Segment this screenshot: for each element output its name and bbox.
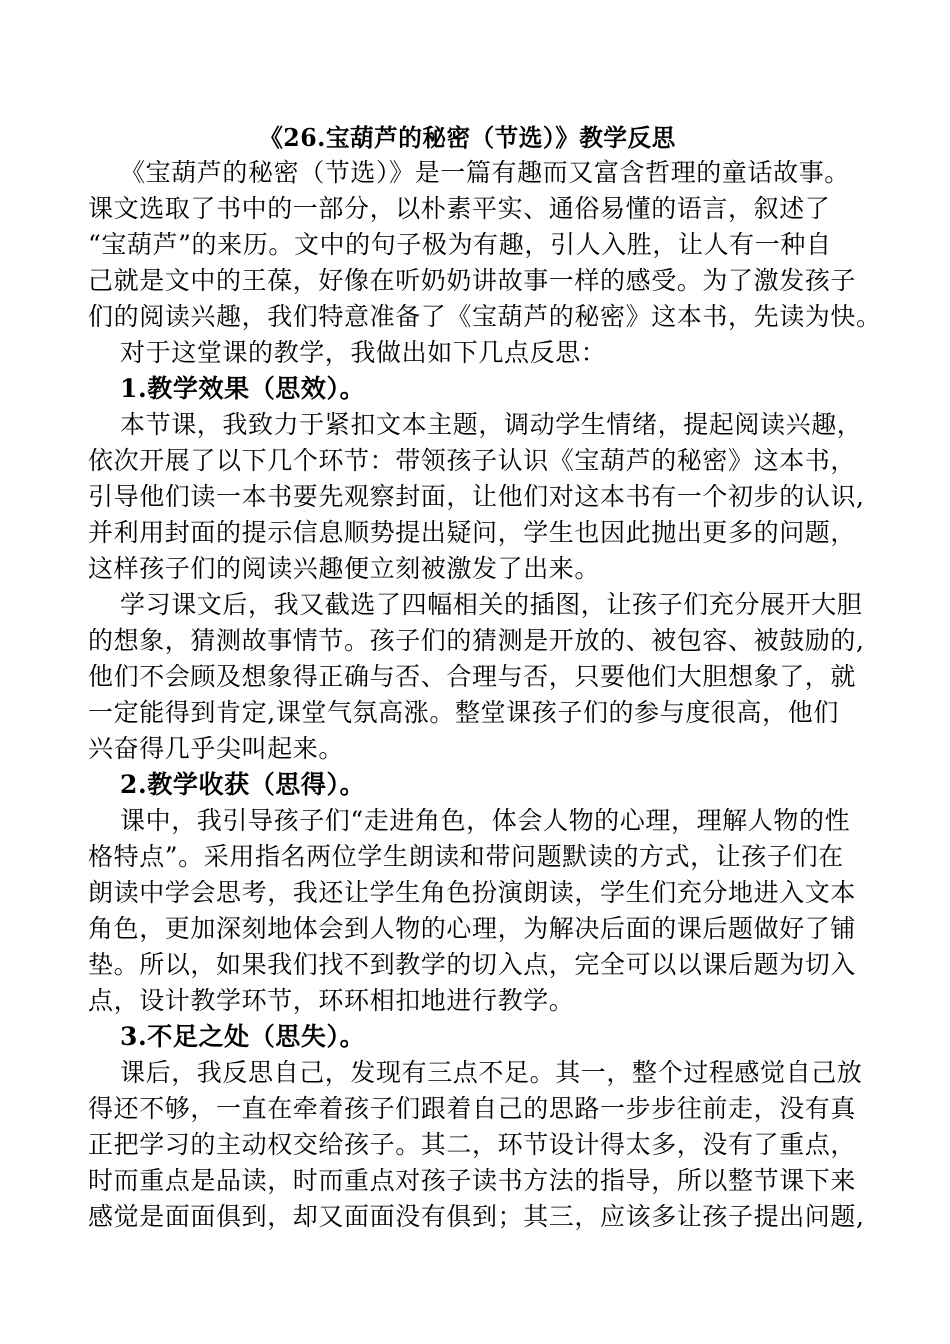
paragraph-line: 垫。所以，如果我们找不到教学的切入点，完全可以以课后题为切入 <box>88 950 857 979</box>
paragraph-line: 正把学习的主动权交给孩子。其二，环节设计得太多，没有了重点， <box>88 1130 857 1159</box>
paragraph-line: 这样孩子们的阅读兴趣便立刻被激发了出来。 <box>88 554 601 583</box>
paragraph-line: 朗读中学会思考，我还让学生角色扮演朗读，学生们充分地进入文本 <box>88 878 857 907</box>
paragraph-line: 兴奋得几乎尖叫起来。 <box>88 734 345 763</box>
paragraph-line: 课文选取了书中的一部分，以朴素平实、通俗易懂的语言，叙述了 <box>88 194 831 223</box>
paragraph-line: 角色，更加深刻地体会到人物的心理，为解决后面的课后题做好了铺 <box>88 914 857 943</box>
paragraph-line: 一定能得到肯定,课堂气氛高涨。整堂课孩子们的参与度很高，他们 <box>88 698 839 727</box>
section-heading: 2.教学收获（思得）。 <box>120 770 366 799</box>
paragraph-line: 时而重点是品读，时而重点对孩子读书方法的指导，所以整节课下来 <box>88 1166 857 1195</box>
paragraph-line: 们的阅读兴趣，我们特意准备了《宝葫芦的秘密》这本书，先读为快。 <box>88 302 882 331</box>
paragraph-line: 格特点”。采用指名两位学生朗读和带问题默读的方式，让孩子们在 <box>88 842 844 871</box>
paragraph-line: 依次开展了以下几个环节：带领孩子认识《宝葫芦的秘密》这本书， <box>88 446 857 475</box>
section-heading: 1.教学效果（思效）。 <box>120 374 366 403</box>
paragraph-line: “宝葫芦”的来历。文中的句子极为有趣，引人入胜，让人有一种自 <box>88 230 832 259</box>
paragraph-line: 的想象，猜测故事情节。孩子们的猜测是开放的、被包容、被鼓励的, <box>88 626 865 655</box>
paragraph-line: 并利用封面的提示信息顺势提出疑问，学生也因此抛出更多的问题， <box>88 518 857 547</box>
paragraph-line: 学习课文后，我又截选了四幅相关的插图，让孩子们充分展开大胆 <box>120 590 863 619</box>
document-title: 《26.宝葫芦的秘密（节选）》教学反思 <box>259 123 676 152</box>
paragraph-line: 感觉是面面俱到，却又面面没有俱到；其三，应该多让孩子提出问题, <box>88 1202 865 1231</box>
paragraph-line: 他们不会顾及想象得正确与否、合理与否，只要他们大胆想象了，就 <box>88 662 857 691</box>
paragraph-line: 课后，我反思自己，发现有三点不足。其一，整个过程感觉自己放 <box>120 1058 863 1087</box>
paragraph-line: 本节课，我致力于紧扣文本主题，调动学生情绪，提起阅读兴趣， <box>120 410 863 439</box>
paragraph-line: 课中，我引导孩子们“走进角色，体会人物的心理，理解人物的性 <box>120 806 851 835</box>
paragraph-line: 对于这堂课的教学，我做出如下几点反思： <box>120 338 607 367</box>
paragraph-line: 己就是文中的王葆，好像在听奶奶讲故事一样的感受。为了激发孩子 <box>88 266 857 295</box>
paragraph-line: 得还不够，一直在牵着孩子们跟着自己的思路一步步往前走，没有真 <box>88 1094 857 1123</box>
paragraph-line: 《宝葫芦的秘密（节选）》是一篇有趣而又富含哲理的童话故事。 <box>120 158 850 187</box>
section-heading: 3.不足之处（思失）。 <box>120 1022 366 1051</box>
paragraph-line: 引导他们读一本书要先观察封面，让他们对这本书有一个初步的认识, <box>88 482 865 511</box>
paragraph-line: 点，设计教学环节，环环相扣地进行教学。 <box>88 986 575 1015</box>
